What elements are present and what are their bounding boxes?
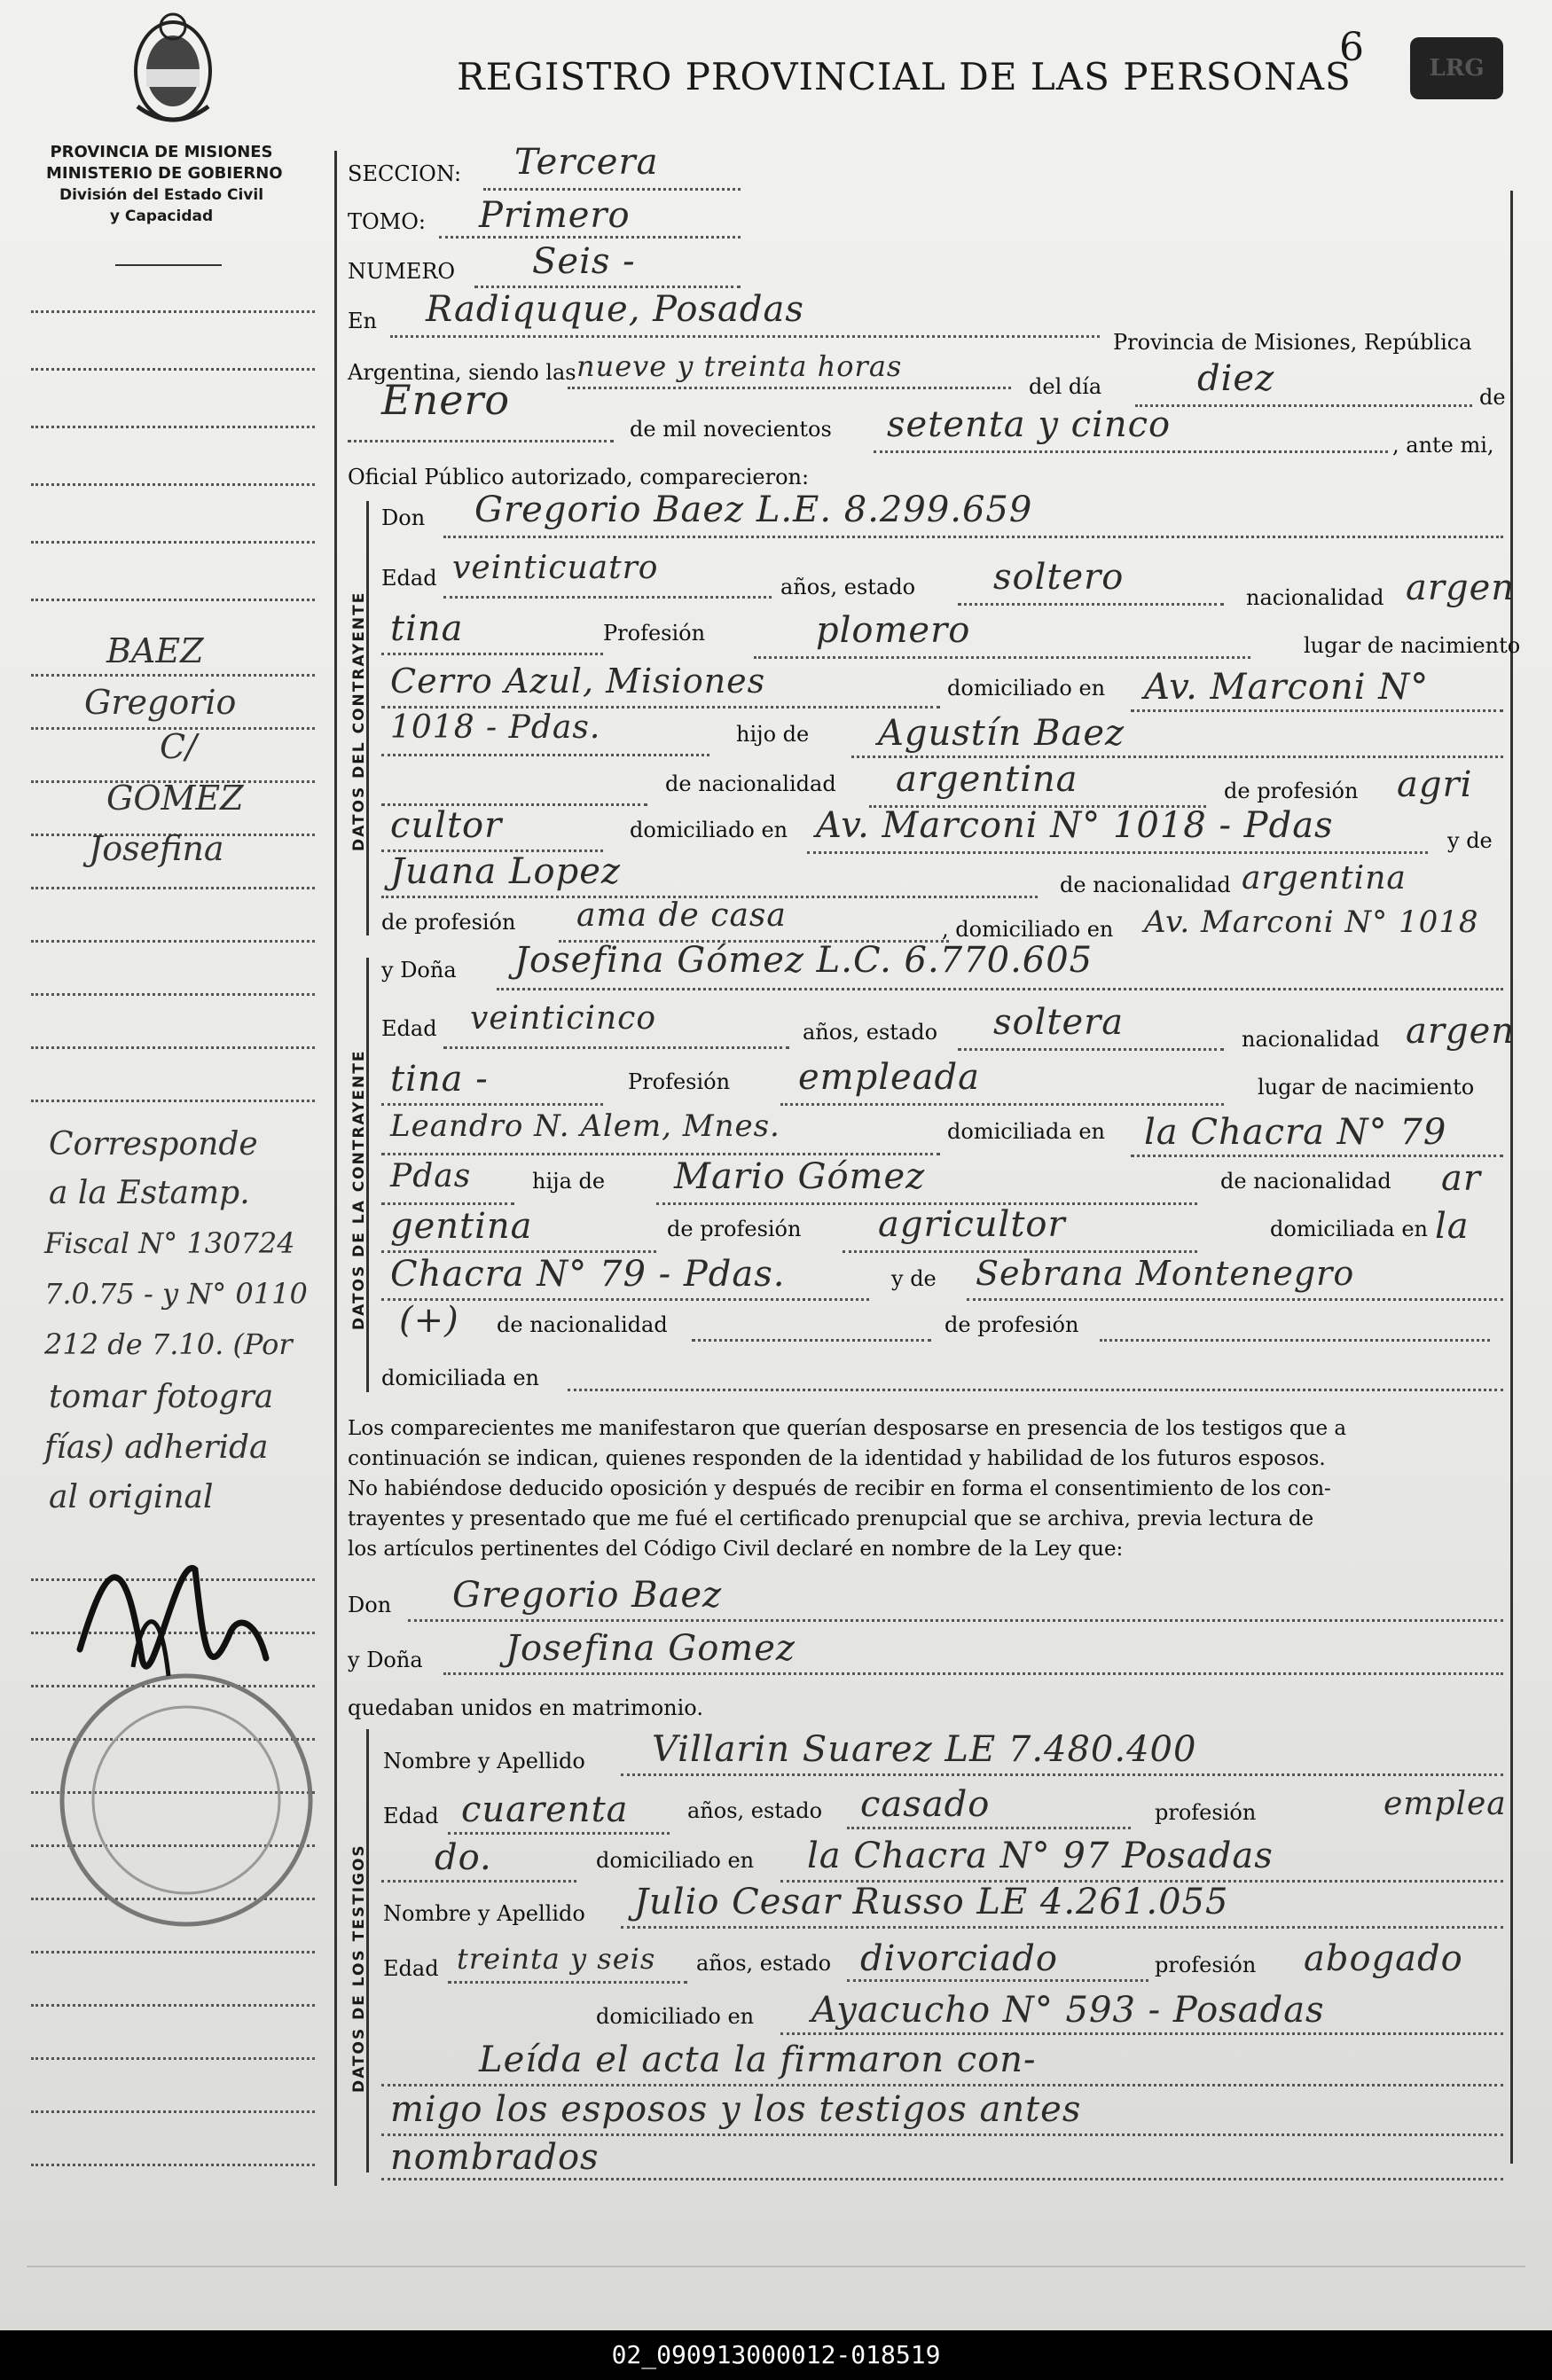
de-label: de [1479,385,1506,410]
numero-line [474,286,741,288]
closing-note-line1: Leída el acta la firmaron con- [479,2039,1037,2080]
agency-line3: División del Estado Civil [59,186,264,204]
decl-dona-line [443,1672,1503,1675]
c1-padre-dom-value: Av. Marconi N° 1018 - Pdas [816,805,1334,846]
c1-dom-value2: 1018 - Pdas. [390,709,601,746]
closing-note-line3-rule [381,2178,1503,2180]
margin-line [31,2004,315,2007]
c2-estado-value: soltera [993,1002,1125,1043]
c2-estado-line [958,1048,1224,1051]
c2-padre-value: Mario Gómez [674,1156,926,1197]
c1-padre-dom-label: domiciliado en [630,818,788,842]
provincia-text: Provincia de Misiones, República [1113,330,1472,355]
t2-name-line [621,1926,1503,1929]
c2-madre-prof-label: de profesión [945,1312,1079,1337]
c1-lugar-value: Cerro Azul, Misiones [390,662,766,701]
agency-line1: PROVINCIA DE MISIONES [50,143,273,161]
mes-line [348,440,614,442]
numero-value: Seis - [532,241,636,282]
numero-label: NUMERO [348,259,456,284]
c2-hija-label: hija de [532,1169,606,1194]
margin-note-line2: a la Estamp. [49,1175,250,1211]
c2-madre-dom-line [568,1389,1503,1391]
margin-line [31,993,315,996]
decl-don-value: Gregorio Baez [452,1575,723,1616]
declaration-line5: los artículos pertinentes del Código Civil declaré en nombre de la Ley que: [348,1538,1124,1561]
margin-conjunction: C/ [160,727,197,766]
c1-madre-nac-value: argentina [1242,860,1407,896]
argentina-text: Argentina, siendo las [348,360,576,385]
coat-of-arms-icon [124,0,222,133]
t2-nombre-label: Nombre y Apellido [383,1901,585,1926]
c1-padre-line [851,755,1503,758]
t2-estado-value: divorciado [860,1938,1058,1979]
margin-line [31,310,315,313]
c1-dom-line [1131,709,1503,712]
hora-value: nueve y treinta horas [576,349,903,383]
t1-name-line [621,1773,1503,1776]
c1-padre-nac-value: argentina [896,759,1078,800]
mes-value: Enero [381,376,511,424]
seccion-value: Tercera [514,142,659,183]
declaration-line3: No habiéndose deducido oposición y después de recibir en forma el consentimiento de los con- [348,1477,1331,1500]
margin-line [31,887,315,889]
anio-line [874,450,1388,453]
t1-prof-label: profesión [1155,1800,1257,1825]
c1-dom-label: domiciliado en [947,676,1106,701]
c2-dom-value2: Pdas [390,1158,472,1194]
c1-estado-value: soltero [993,557,1125,598]
margin-note-line5: 212 de 7.10. (Por [44,1327,293,1361]
margin-line [31,2164,315,2166]
decl-dona-value: Josefina Gomez [506,1628,796,1669]
c1-edad-label: Edad [381,566,437,591]
en-label: En [348,309,377,333]
margin-note-line6: tomar fotogra [49,1379,274,1415]
c2-lugar-label: lugar de nacimiento [1258,1075,1475,1100]
c1-padre-nac-label: de nacionalidad [665,771,836,796]
c1-edad-value: veinticuatro [452,550,659,586]
c1-padre-prof-value2: cultor [390,805,503,846]
c2-anos-label: años, estado [803,1020,938,1045]
decl-don-line [408,1619,1503,1622]
tomo-label: TOMO: [348,209,427,234]
margin-line [31,674,315,677]
t1-edad-label: Edad [383,1804,439,1828]
c2-prof-line [780,1103,1224,1106]
c1-madre-value: Juana Lopez [390,851,621,892]
c2-lugar-line [381,1153,940,1155]
declaration-line2: continuación se indican, quienes responden de la identidad y habilidad de los futuros esposos. [348,1447,1326,1470]
t1-edad-line [448,1832,670,1835]
c2-name-value: Josefina Gómez L.C. 6.770.605 [514,940,1093,981]
c2-padre-dom-value2: Chacra N° 79 - Pdas. [390,1254,786,1295]
c2-edad-line [443,1046,789,1049]
margin-line [31,426,315,428]
c2-nac-label: nacionalidad [1242,1027,1380,1052]
c1-madre-dom-label: , domiciliado en [942,917,1114,942]
oficial-text: Oficial Público autorizado, comparecieron: [348,465,810,489]
c1-hijo-label: hijo de [736,722,810,747]
de-mil-label: de mil novecientos [630,417,832,442]
page-bottom-edge [27,2266,1525,2267]
c1-padre-prof-value1: agri [1397,764,1473,805]
c1-name-value: Gregorio Baez L.E. 8.299.659 [474,489,1033,530]
t2-dom-label: domiciliado en [596,2004,755,2029]
c1-prof-label: Profesión [603,621,706,646]
t2-edad-line [448,1981,687,1984]
c2-madre-nac-label: de nacionalidad [497,1312,668,1337]
margin-name-gregorio: Gregorio [84,683,237,722]
margin-line [31,541,315,544]
c2-nac-value2: tina - [390,1059,489,1100]
agency-line4: y Capacidad [109,207,214,225]
c2-padre-prof-label: de profesión [667,1217,802,1241]
c2-nac2-line [381,1103,603,1106]
dia-value: diez [1197,358,1275,399]
page-title: REGISTRO PROVINCIAL DE LAS PERSONAS [457,55,1352,98]
c1-edad-line [443,596,772,599]
c1-nac2-line [381,653,603,655]
margin-line [31,599,315,601]
c2-padre-dom-value1: la [1435,1206,1470,1247]
t1-dom-label: domiciliado en [596,1848,755,1873]
c2-edad-value: veinticinco [470,1000,657,1037]
c2-nac-value1: argen [1406,1011,1516,1052]
ante-mi-text: , ante mi, [1392,433,1494,458]
c2-dom2-line [381,1202,514,1205]
signature-and-seal-icon [53,1507,337,1969]
c1-lugar-label: lugar de nacimiento [1304,633,1521,658]
tomo-line [439,236,741,239]
c2-y-de-label: y de [891,1266,937,1291]
place-line [390,335,1100,338]
testigos-side-label: DATOS DE LOS TESTIGOS [350,1844,368,2093]
margin-line [31,940,315,943]
c2-padre-nac-value1: ar [1441,1158,1481,1199]
margin-note-line8: al original [49,1479,214,1515]
c2-prof-label: Profesión [628,1069,731,1094]
margin-note-line1: Corresponde [49,1126,258,1163]
c1-nac-value2: tina [390,608,464,649]
t2-estado-line [847,1979,1148,1982]
c2-padre-nac-label: de nacionalidad [1220,1169,1391,1194]
c1-madre-prof-label: de profesión [381,910,516,935]
c1-anos-label: años, estado [780,575,916,599]
t1-prof2-line [381,1880,576,1883]
margin-line [31,483,315,486]
c1-nac-value1: argen [1406,568,1516,608]
t1-nombre-label: Nombre y Apellido [383,1749,585,1773]
tomo-value: Primero [479,195,631,236]
t2-edad-label: Edad [383,1956,439,1981]
main-right-border [1510,191,1513,2164]
c2-madre-line [967,1298,1503,1301]
t2-prof-value: abogado [1304,1938,1463,1979]
c1-y-de-label: y de [1447,828,1493,853]
agency-block [46,142,283,227]
decl-don-label: Don [348,1593,392,1617]
t1-prof-value-end: do. [435,1837,492,1878]
margin-line [31,1100,315,1102]
c1-padre-prof-label: de profesión [1224,779,1359,803]
c1-dom-value1: Av. Marconi N° [1144,667,1430,708]
c1-padre-dom-line [807,851,1428,854]
c2-padre-nac-value2: gentina [390,1206,533,1247]
dia-line [1135,404,1472,407]
t1-edad-value: cuarenta [461,1789,629,1830]
t2-prof-label: profesión [1155,1953,1257,1977]
c2-madre-value: Sebrana Montenegro [976,1254,1355,1293]
margin-note-line7: fías) adherida [44,1429,269,1466]
c1-madre-nac-label: de nacionalidad [1060,873,1231,897]
t2-edad-value: treinta y seis [457,1942,656,1976]
margin-note-line4: 7.0.75 - y N° 0110 [44,1277,308,1311]
c2-lugar-value: Leandro N. Alem, Mnes. [390,1108,780,1144]
contrayente1-side-label: DATOS DEL CONTRAYENTE [350,591,368,851]
margin-line [31,368,315,371]
agency-underline [115,264,222,266]
del-dia-label: del día [1029,374,1102,399]
c1-madre-prof-value: ama de casa [576,897,787,934]
margin-note-line3: Fiscal N° 130724 [44,1226,295,1260]
closing-note-line3: nombrados [390,2137,600,2178]
c2-dom-line [1131,1155,1503,1157]
t2-anos-label: años, estado [696,1951,832,1976]
c2-dona-label: y Doña [381,958,457,983]
hora-line [568,387,1011,389]
c2-madre-mark: (+) [399,1300,459,1341]
c1-nac-label: nacionalidad [1246,585,1384,610]
seccion-label: SECCION: [348,161,462,186]
margin-name-baez: BAEZ [106,631,204,670]
page-number: 6 [1339,25,1364,70]
c1-don-label: Don [381,505,426,530]
c1-estado-line [958,603,1224,606]
t1-dom-value: la Chacra N° 97 Posadas [807,1836,1274,1876]
closing-note-line2: migo los esposos y los testigos antes [390,2089,1082,2130]
c1-dom2-line [381,754,709,756]
closing-note-line2-rule [381,2133,1503,2136]
t1-prof-value-start: emplea [1383,1786,1507,1822]
contrayente2-side-label: DATOS DE LA CONTRAYENTE [350,1049,368,1330]
c2-madre-nac-line [692,1339,931,1342]
c2-dom-value1: la Chacra N° 79 [1144,1112,1447,1153]
t1-estado-line [847,1827,1131,1829]
margin-name-josefina: Josefina [89,829,224,868]
c1-prof-line [754,656,1250,659]
c1-madre-dom-value: Av. Marconi N° 1018 [1144,904,1479,940]
decl-dona-label: y Doña [348,1648,423,1672]
t2-name-value: Julio Cesar Russo LE 4.261.055 [634,1882,1229,1922]
decl-closing: quedaban unidos en matrimonio. [348,1695,703,1720]
c2-padre-dom-label: domiciliada en [1270,1217,1428,1241]
c2-dom-label: domiciliada en [947,1119,1105,1144]
margin-line [31,2057,315,2060]
closing-note-line1-rule [381,2084,1503,2086]
c1-name-line [443,536,1503,538]
t2-dom-value: Ayacucho N° 593 - Posadas [811,1990,1325,2031]
t2-dom-line [780,2032,1503,2035]
place-value: Radiquque, Posadas [426,289,804,330]
c1-prof-value: plomero [816,610,971,651]
c2-padre-nac2-line [381,1250,656,1253]
margin-name-gomez: GOMEZ [106,779,244,818]
t1-estado-value: casado [860,1784,991,1825]
c2-prof-value: empleada [798,1057,980,1098]
c1-lugar-line [381,706,940,709]
agency-line2: MINISTERIO DE GOBIERNO [46,164,283,183]
c2-padre-prof-line [843,1250,1197,1253]
t1-anos-label: años, estado [687,1798,823,1823]
margin-line [31,1046,315,1049]
seccion-line [483,188,741,191]
c2-name-line [497,988,1503,990]
image-id-caption: 02_090913000012-018519 [0,2330,1552,2380]
declaration-line1: Los comparecientes me manifestaron que querían desposarse en presencia de los testigos que a [348,1417,1347,1440]
corner-stamp: LRG [1410,37,1503,99]
t1-name-value: Villarin Suarez LE 7.480.400 [652,1729,1197,1770]
c2-padre-prof-value: agricultor [878,1204,1066,1245]
c2-madre-prof-line [1100,1339,1490,1342]
c2-edad-label: Edad [381,1016,437,1041]
c2-madre-dom-label: domiciliada en [381,1366,539,1390]
anio-value: setenta y cinco [887,404,1172,445]
declaration-line4: trayentes y presentado que me fué el certificado prenupcial que se archiva, previa lectura de [348,1507,1314,1531]
margin-line [31,2110,315,2113]
c1-padre-value: Agustín Baez [878,713,1125,754]
